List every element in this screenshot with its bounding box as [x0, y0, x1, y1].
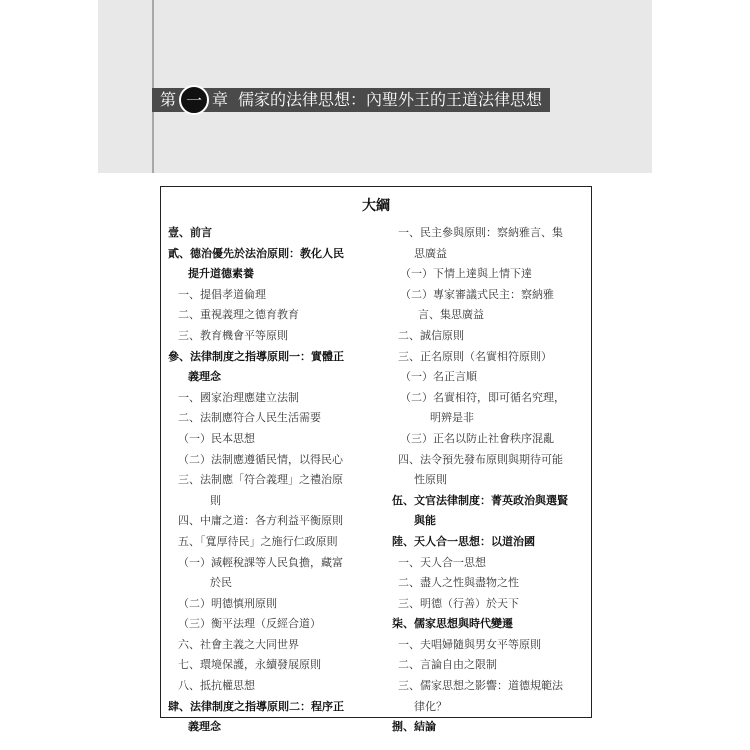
outline-item: 貳、德治優先於法治原則：教化人民	[168, 246, 344, 260]
outline-box	[160, 186, 592, 734]
outline-item: （三）衡平法理（反經合道）	[178, 617, 321, 631]
chapter-prefix: 第	[160, 90, 177, 109]
outline-item: 則	[210, 493, 221, 507]
chapter-heading	[160, 88, 542, 112]
outline-item: 壹、前言	[168, 226, 212, 239]
outline-title: 大綱	[362, 198, 390, 214]
outline-right-column	[392, 223, 588, 738]
outline-item: （一）下情上達與上情下達	[400, 267, 532, 281]
outline-item: 二、誠信原則	[398, 328, 464, 342]
outline-item: 與能	[414, 514, 436, 528]
outline-left-column	[168, 223, 368, 738]
outline-item: 二、重視義理之德育教育	[178, 308, 299, 322]
outline-item: 七、環境保護，永續發展原則	[178, 658, 321, 672]
outline-item: 四、中庸之道：各方利益平衡原則	[178, 514, 343, 528]
outline-item: 肆、法律制度之指導原則二：程序正	[168, 699, 344, 713]
outline-item: （二）專家審議式民主：察納雅	[400, 287, 554, 301]
header-divider-line	[152, 0, 154, 173]
outline-item: （二）名實相符，即可循名究理，	[400, 390, 565, 404]
outline-item: 一、提倡孝道倫理	[178, 287, 266, 301]
outline-item: 性原則	[414, 473, 447, 487]
outline-item: 三、明德（行善）於天下	[398, 596, 519, 610]
chapter-number-badge: 一	[179, 85, 209, 115]
outline-item: （一）名正言順	[400, 370, 477, 384]
outline-item: 義理念	[188, 720, 221, 734]
outline-item: 六、社會主義之大同世界	[178, 637, 299, 651]
outline-item: 言、集思廣益	[418, 308, 484, 322]
outline-item: 一、國家治理應建立法制	[178, 390, 299, 404]
outline-item: 伍、文官法律制度：菁英政治與選賢	[392, 493, 568, 507]
outline-item: 參、法律制度之指導原則一：實體正	[168, 349, 344, 363]
outline-item: 捌、結論	[392, 720, 436, 734]
outline-item: （一）減輕稅課等人民負擔，藏富	[178, 555, 343, 569]
outline-item: 五、「寬厚待民」之施行仁政原則	[178, 534, 338, 548]
outline-item: （二）法制應遵循民情，以得民心	[178, 452, 343, 466]
outline-item: 二、言論自由之限制	[398, 658, 497, 672]
outline-item: （二）明德慎刑原則	[178, 596, 277, 610]
header-background	[98, 0, 652, 173]
outline-item: （一）民本思想	[178, 431, 255, 445]
chapter-title: 儒家的法律思想：內聖外王的王道法律思想	[238, 90, 543, 109]
outline-item: 一、民主參與原則：察納雅言、集	[398, 226, 563, 239]
outline-item: 三、正名原則（名實相符原則）	[398, 349, 552, 363]
outline-item: 律化？	[414, 699, 447, 713]
outline-item: （三）正名以防止社會秩序混亂	[400, 431, 554, 445]
outline-item: 三、儒家思想之影響：道德規範法	[398, 679, 563, 693]
outline-item: 二、盡人之性與盡物之性	[398, 576, 519, 590]
outline-item: 陸、天人合一思想：以道治國	[392, 534, 535, 548]
outline-item: 八、抵抗權思想	[178, 679, 255, 693]
outline-item: 柒、儒家思想與時代變遷	[392, 617, 513, 631]
outline-item: 二、法制應符合人民生活需要	[178, 411, 321, 425]
outline-item: 四、法令預先發布原則與期待可能	[398, 452, 563, 466]
outline-item: 提升道德素養	[188, 267, 254, 281]
chapter-suffix: 章	[212, 90, 229, 109]
outline-item: 一、夫唱婦隨與男女平等原則	[398, 637, 541, 651]
outline-item: 義理念	[188, 370, 221, 384]
outline-item: 於民	[210, 576, 232, 590]
outline-item: 一、天人合一思想	[398, 555, 486, 569]
outline-item: 思廣益	[414, 246, 447, 260]
outline-item: 三、法制應「符合義理」之禮治原	[178, 473, 343, 487]
outline-item: 明辨是非	[430, 411, 474, 425]
outline-item: 三、教育機會平等原則	[178, 328, 288, 342]
